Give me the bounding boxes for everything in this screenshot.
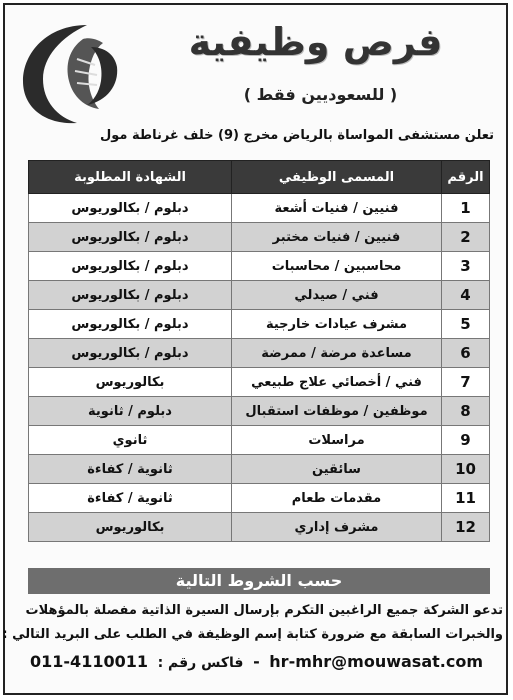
row-certificate: دبلوم / بكالوريوس bbox=[29, 223, 232, 252]
header-number: الرقم bbox=[442, 161, 490, 194]
row-job-title: فنيين / فنيات أشعة bbox=[232, 194, 442, 223]
row-number: 5 bbox=[442, 310, 490, 339]
table-row bbox=[29, 310, 490, 339]
row-certificate: ثانوي bbox=[29, 426, 232, 455]
row-job-title: سائقين bbox=[232, 455, 442, 484]
row-certificate: دبلوم / بكالوريوس bbox=[29, 281, 232, 310]
row-number: 2 bbox=[442, 223, 490, 252]
row-certificate: ثانوية / كفاءة bbox=[29, 455, 232, 484]
row-job-title: مشرف عيادات خارجية bbox=[232, 310, 442, 339]
contact-email-link[interactable]: hr-mhr@mouwasat.com bbox=[269, 652, 483, 671]
row-certificate: دبلوم / بكالوريوس bbox=[29, 339, 232, 368]
row-certificate: بكالوريوس bbox=[29, 368, 232, 397]
row-number: 11 bbox=[442, 484, 490, 513]
row-number: 12 bbox=[442, 513, 490, 542]
row-certificate: دبلوم / بكالوريوس bbox=[29, 310, 232, 339]
row-job-title: محاسبين / محاسبات bbox=[232, 252, 442, 281]
row-job-title: مقدمات طعام bbox=[232, 484, 442, 513]
table-row bbox=[29, 513, 490, 542]
page-title: فرص وظيفية bbox=[188, 20, 443, 64]
row-certificate: ثانوية / كفاءة bbox=[29, 484, 232, 513]
row-number: 9 bbox=[442, 426, 490, 455]
conditions-line-1: تدعو الشركة جميع الراغبين التكرم بإرسال السيرة الذاتية مفصلة بالمؤهلات bbox=[25, 603, 503, 618]
row-number: 7 bbox=[442, 368, 490, 397]
row-job-title: فنيين / فنيات مختبر bbox=[232, 223, 442, 252]
conditions-line-2: والخبرات السابقة مع ضرورة كتابة إسم الوظيفة في الطلب على البريد التالي : bbox=[2, 627, 503, 642]
row-job-title: موظفين / موظفات استقبال bbox=[232, 397, 442, 426]
header-certificate: الشهادة المطلوبة bbox=[29, 161, 232, 194]
announcement-text: تعلن مستشفى المواساة بالرياض مخرج (9) خلف غرناطة مول bbox=[99, 128, 494, 143]
fax-number: 011-4110011 bbox=[30, 652, 148, 671]
separator-dash: - bbox=[253, 652, 260, 671]
fax-label: فاكس رقم : bbox=[157, 655, 244, 671]
table-row bbox=[29, 455, 490, 484]
table-row bbox=[29, 339, 490, 368]
table-row bbox=[29, 368, 490, 397]
contact-line bbox=[12, 652, 501, 671]
row-job-title: فني / صيدلي bbox=[232, 281, 442, 310]
jobs-table bbox=[28, 160, 490, 542]
mouwasat-crescent-logo-icon bbox=[17, 19, 129, 127]
row-job-title: مراسلات bbox=[232, 426, 442, 455]
table-header-row bbox=[29, 161, 490, 194]
table-row bbox=[29, 281, 490, 310]
row-number: 8 bbox=[442, 397, 490, 426]
row-job-title: مساعدة مرضة / ممرضة bbox=[232, 339, 442, 368]
table-row bbox=[29, 397, 490, 426]
row-number: 6 bbox=[442, 339, 490, 368]
row-number: 4 bbox=[442, 281, 490, 310]
row-certificate: دبلوم / بكالوريوس bbox=[29, 194, 232, 223]
table-row bbox=[29, 252, 490, 281]
row-certificate: بكالوريوس bbox=[29, 513, 232, 542]
row-number: 10 bbox=[442, 455, 490, 484]
table-row bbox=[29, 484, 490, 513]
table-row bbox=[29, 426, 490, 455]
row-job-title: فني / أخصائي علاج طبيعي bbox=[232, 368, 442, 397]
row-certificate: دبلوم / ثانوية bbox=[29, 397, 232, 426]
page-subtitle: ( للسعوديين فقط ) bbox=[243, 85, 398, 104]
header-job-title: المسمى الوظيفي bbox=[232, 161, 442, 194]
table-row bbox=[29, 194, 490, 223]
table-row bbox=[29, 223, 490, 252]
row-number: 3 bbox=[442, 252, 490, 281]
row-certificate: دبلوم / بكالوريوس bbox=[29, 252, 232, 281]
row-number: 1 bbox=[442, 194, 490, 223]
conditions-heading: حسب الشروط التالية bbox=[28, 568, 490, 594]
row-job-title: مشرف إداري bbox=[232, 513, 442, 542]
